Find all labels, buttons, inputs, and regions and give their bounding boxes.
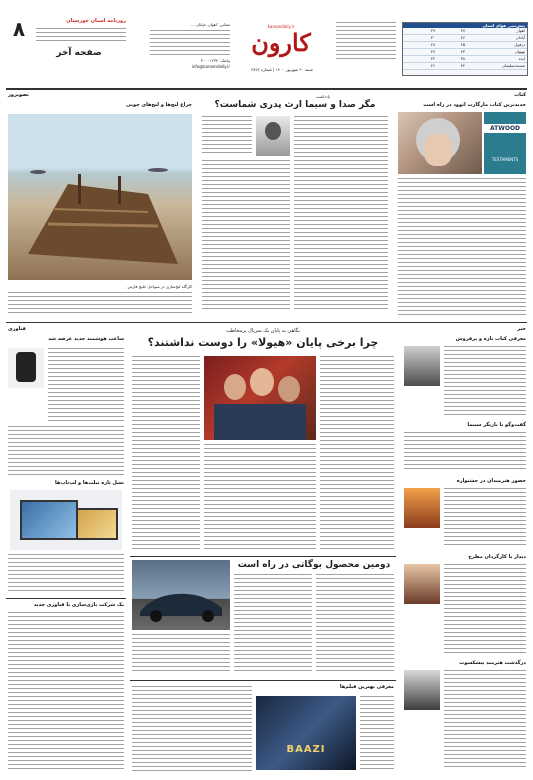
contact-block [150,30,230,56]
section-rule-4 [130,680,396,681]
tech-body-2 [8,554,124,594]
tech-column [6,326,126,596]
weather-cell: ۳۰ [430,35,435,40]
book-body [398,178,526,316]
right-item3-photo [404,488,440,528]
center-body-1 [294,116,388,312]
main-story [130,326,396,554]
picture-title: چراغ لنج‌ها و لنج‌های چوبی [126,102,192,108]
right-item5-photo [404,670,440,710]
section-rule-1 [6,322,527,323]
weather-row [403,42,527,49]
weather-table [402,22,528,76]
watch-photo [8,348,44,388]
weather-cell: ۴۵ [460,42,465,47]
masthead-rule [6,88,527,90]
center-column [200,92,390,320]
center-title: مگر صدا و سیما ارث پدری شماست؟ [214,100,376,110]
tech-title-2: نسل تازه تبلت‌ها و لپ‌تاپ‌ها [55,480,124,486]
book-column [396,92,528,320]
logo-text: کارون [251,28,311,57]
right-item4-title: دیدار با کارگردان مطرح [468,554,526,560]
author-portrait [256,116,290,156]
main-kicker: نگاهی به پایان یک سریال پرمخاطب [226,328,300,334]
film-body-left [132,686,252,772]
weather-row [403,49,527,56]
right-item3-body [444,488,526,548]
car-photo [132,560,230,630]
weather-row [403,63,527,70]
section-news: خبر [517,326,526,332]
weather-cell: ایذه [518,56,525,61]
right-item1-photo [404,346,440,386]
right-item5-body [444,670,526,768]
tablet-photo [10,490,122,550]
car-body-left [132,634,230,674]
bottom-left-body [8,612,124,772]
right-item3-title: حضور هنرمندان در جشنواره [456,478,526,484]
right-item1-title: معرفی کتاب تازه و پرفروش [455,336,526,342]
masthead-right-text [336,22,396,62]
site-name: karoondaily.ir [267,24,295,29]
top-left-text [36,28,126,44]
weather-cell: ۲۸ [430,42,435,47]
weather-cell: ۲۷ [430,49,435,54]
car-body-mid [234,574,312,674]
car-story [130,560,396,678]
cover-subtitle: TESTAMENTS [491,157,519,162]
center-body-3 [202,160,290,312]
weather-cell: ۲۶ [430,63,435,68]
top-left-header: روزنامه استان خوزستان [66,18,126,24]
weather-cell: ۳۸ [460,56,465,61]
main-photo [204,356,316,440]
bottom-left-title: یک شرکت بازی‌سازی با فناوری جدید [33,602,124,608]
film-poster-text: BAAZI [286,744,326,755]
date-line: شنبه ۲۰ شهریور ۱۴۰۰ | شماره ۳۸۲۲ [251,67,313,72]
weather-cell: اهواز [516,28,525,33]
right-item4-body [444,564,526,654]
car-body-right [316,574,394,674]
weather-cell: آبادان [515,35,525,40]
author-photo [398,112,482,174]
page-label: صفحه آخر [56,48,102,58]
weather-cell: ۴۳ [460,49,465,54]
contact-line: نشانی: اهواز، خیابان ... [190,22,230,27]
right-item5-title: درگذشت هنرمند پیشکسوت [459,660,526,666]
car-title: دومین محصول بوگاتی در راه است [237,560,391,570]
main-body-right [320,356,394,552]
section-tech: فناوری [8,326,26,332]
weather-row [403,28,527,35]
section-pictures: تصویروز [8,92,29,98]
main-body-under-photo [204,444,316,552]
film-title: معرفی بهترین فیلم‌ها [339,684,394,690]
picture-caption: کارگاه لنج‌سازی در سواحل خلیج فارس [127,284,192,289]
weather-cell: دزفول [514,42,525,47]
masthead [0,14,533,84]
weather-rows [403,28,527,70]
right-item1-body [444,346,526,416]
film-poster [256,696,356,770]
right-item2-title: گفت‌وگو با بازیگر سینما [467,422,526,428]
film-story [130,684,396,774]
email-line: info@karoondaily.ir [191,64,230,69]
weather-row [403,56,527,63]
section-rule-2 [130,556,396,557]
book-title: جدیدترین کتاب مارگارت اتوود در راه است [423,102,526,108]
weather-cell: بهبهان [514,49,525,54]
weather-cell: ۴۴ [460,63,465,68]
section-books: کتاب [514,92,526,98]
weather-cell: ۲۲ [430,56,435,61]
weather-cell: ۲۹ [430,28,435,33]
picture-photo [8,114,192,280]
right-news-column [402,326,528,774]
main-body-left [132,356,200,552]
picture-caption-body [8,292,192,314]
tech-body-1 [48,348,124,424]
center-body-2 [202,116,252,156]
weather-title: پیش‌بینی هوای استان [403,23,527,28]
page-number-box [8,18,30,40]
weather-cell: ۴۷ [460,28,465,33]
car-drawing [132,560,230,630]
boat-drawing [8,114,192,280]
bottom-left-story [6,602,126,774]
film-body-right [360,696,394,770]
weather-cell: ۴۶ [460,35,465,40]
weather-cell: مسجدسلیمان [502,63,525,68]
center-kicker: یادداشت [315,94,330,99]
page-number: ۸ [12,17,26,41]
right-item4-photo [404,564,440,604]
section-rule-3 [6,598,126,599]
tech-body-1b [8,426,124,476]
tech-title: ساعت هوشمند جدید عرضه شد [48,336,124,342]
logo [236,24,326,64]
main-title: چرا برخی پایان «هیولا» را دوست نداشتند؟ [147,336,379,349]
picture-column [6,92,194,320]
right-item2-body [404,432,526,472]
weather-row [403,35,527,42]
book-cover [484,112,526,174]
sms-line: پیامک: ۳۰۰۰۱۲۳۴ [200,58,230,63]
cover-title: ATWOOD [484,124,526,133]
